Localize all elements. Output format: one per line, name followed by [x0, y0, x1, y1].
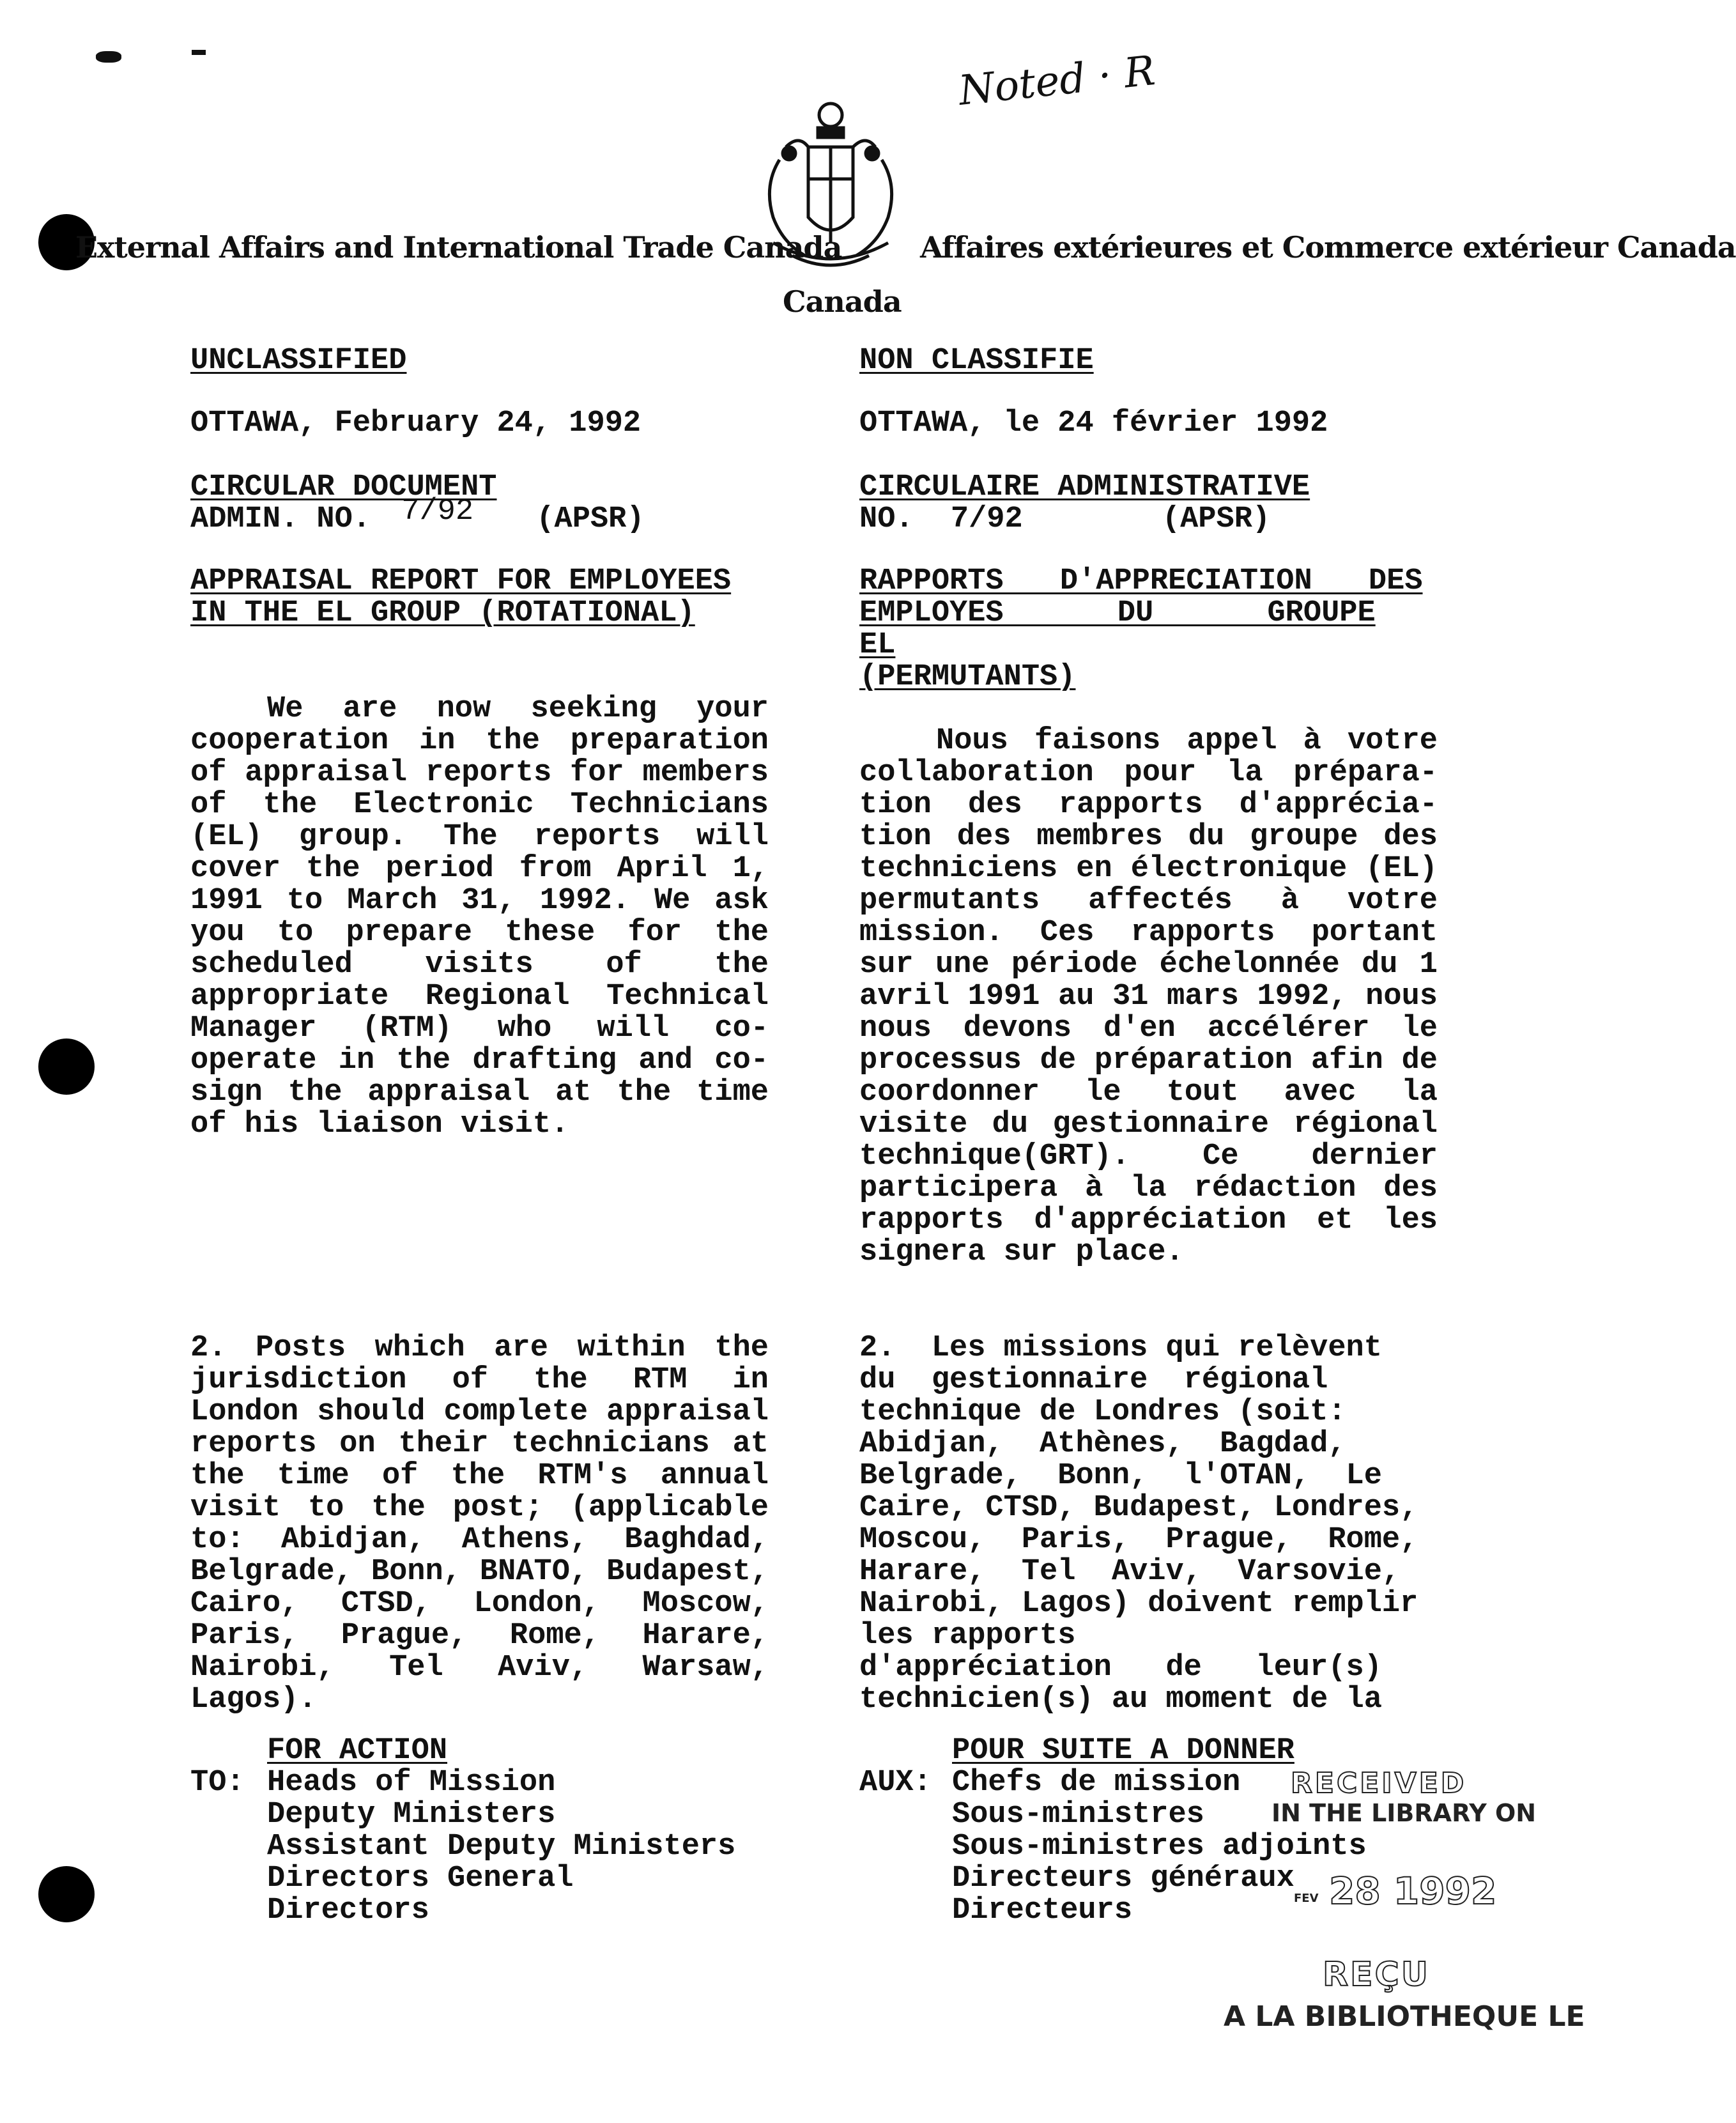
coat-of-arms-icon	[754, 96, 907, 288]
subject-line-1: APPRAISAL REPORT FOR EMPLOYEES	[190, 564, 732, 598]
recipient: Directors General	[267, 1862, 574, 1895]
paragraph-1: Nous faisons appel à votre collaboration pour la prépara-tion des rapports d'apprécia-tion des membres du groupe des techniciens en électronique (EL) permutants affectés à votre mission. Ces rapports portant sur une période échelonnée du 1 avril 1991 au 31 mars 1992, nous nous devons d'en accélérer le processus de préparation afin de coordonner le tout avec la visite du gestionnaire régional technique(GRT). Ce dernier participera à la rédaction des rapports d'appréciation et les signera sur place.	[859, 724, 1438, 1269]
para2-line: Moscou, Paris, Prague, Rome,	[859, 1523, 1418, 1557]
recipient: Sous-ministres adjoints	[952, 1830, 1367, 1864]
classification: UNCLASSIFIED	[190, 344, 407, 378]
recipient: Sous-ministres	[952, 1798, 1204, 1832]
recipient: Directors	[267, 1894, 429, 1927]
english-action-block	[190, 1735, 778, 1927]
subject-line-2: EMPLOYES DU GROUPE EL	[859, 596, 1376, 662]
office: (APSR)	[536, 502, 645, 536]
subject-line-1	[859, 566, 1438, 598]
para2-line: Abidjan, Athènes, Bagdad,	[859, 1427, 1346, 1461]
para2-line: Caire, CTSD, Budapest, Londres,	[859, 1491, 1418, 1525]
paragraph-1: We are now seeking your cooperation in the preparation of appraisal reports for members of the Electronic Technicians (EL) group. The reports will cover the period from April 1, 1991 to March 31, 1992. We ask you to prepare these for the scheduled visits of the appropriate Regional Technical Manager (RTM) who will co-operate in the drafting and co-sign the appraisal at the time of his liaison visit.	[190, 692, 769, 1141]
para2-line: Nairobi, Lagos) doivent remplir	[859, 1587, 1418, 1621]
admin-no-label: ADMIN. NO.	[190, 502, 371, 536]
speck	[96, 51, 121, 63]
canada-wordmark: Canada	[783, 284, 902, 319]
library-stamp: IN THE LIBRARY ON	[1271, 1799, 1537, 1827]
punch-hole-bottom	[38, 1866, 95, 1922]
recipient: Directeurs généraux	[952, 1862, 1294, 1895]
para2-line: les rapports	[859, 1619, 1076, 1653]
para2-line: technique de Londres (soit:	[859, 1395, 1346, 1429]
recipient: Chefs de mission	[952, 1766, 1241, 1800]
doc-type: CIRCULAIRE ADMINISTRATIVE	[859, 470, 1310, 504]
para2-line: du gestionnaire régional	[859, 1363, 1328, 1397]
speck	[192, 50, 206, 55]
subject-line-2: IN THE EL GROUP (ROTATIONAL)	[190, 596, 695, 630]
para2-line: 2. Les missions qui relèvent	[859, 1331, 1382, 1365]
action-heading: POUR SUITE A DONNER	[952, 1734, 1294, 1768]
date-stamp: 28 1992	[1329, 1869, 1497, 1913]
to-label: AUX:	[859, 1766, 932, 1800]
recipient: Heads of Mission	[267, 1766, 556, 1800]
english-column	[190, 345, 769, 1716]
admin-no: 7/92	[401, 495, 474, 529]
para2-line: d'appréciation de leur(s)	[859, 1651, 1382, 1685]
number-line	[859, 504, 1438, 536]
dateline: OTTAWA, February 24, 1992	[190, 406, 641, 440]
office: (APSR)	[1162, 502, 1271, 536]
letterhead-left: External Affairs and International Trade Canada	[75, 230, 842, 265]
bibliotheque-stamp: A LA BIBLIOTHEQUE LE	[1224, 2000, 1585, 2033]
paragraph-2: 2. Posts which are within the jurisdiction of the RTM in London should complete appraisal reports on their technicians at the time of the RTM's annual visit to the post; (applicable to: Abidjan, Athens, Baghdad, Belgrade, Bonn, BNATO, Budapest, Cairo, CTSD, London, Moscow, Paris, Prague, Rome, Harare, Nairobi, Tel Aviv, Warsaw, Lagos).	[190, 1331, 769, 1717]
no: 7/92	[950, 502, 1023, 536]
to-label: TO:	[190, 1766, 245, 1800]
subject-text-1: RAPPORTS D'APPRECIATION DES	[859, 564, 1423, 598]
handwritten-note: Noted · R	[956, 47, 1158, 115]
subject-line-3: (PERMUTANTS)	[859, 660, 1076, 694]
action-heading: FOR ACTION	[267, 1734, 448, 1768]
recu-stamp: REÇU	[1323, 1956, 1430, 1994]
date-prefix-stamp: FEV	[1294, 1892, 1319, 1905]
punch-hole-middle	[38, 1038, 95, 1095]
recipient: Deputy Ministers	[267, 1798, 556, 1832]
french-column	[859, 345, 1438, 1716]
no-label: NO.	[859, 502, 914, 536]
para2-line: Harare, Tel Aviv, Varsovie,	[859, 1555, 1401, 1589]
paragraph-2	[859, 1332, 1438, 1716]
doc-type: CIRCULAR DOCUMENT	[190, 470, 497, 504]
recipient: Directeurs	[952, 1894, 1133, 1927]
recipient: Assistant Deputy Ministers	[267, 1830, 736, 1864]
classification: NON CLASSIFIE	[859, 344, 1094, 378]
admin-number-line	[190, 495, 769, 536]
dateline: OTTAWA, le 24 février 1992	[859, 406, 1328, 440]
letterhead-right: Affaires extérieures et Commerce extérieur Canada	[920, 230, 1736, 265]
received-stamp: RECEIVED	[1291, 1767, 1467, 1800]
recipient-list	[267, 1767, 735, 1927]
para2-line: technicien(s) au moment de la	[859, 1683, 1382, 1717]
para2-line: Belgrade, Bonn, l'OTAN, Le	[859, 1459, 1382, 1493]
